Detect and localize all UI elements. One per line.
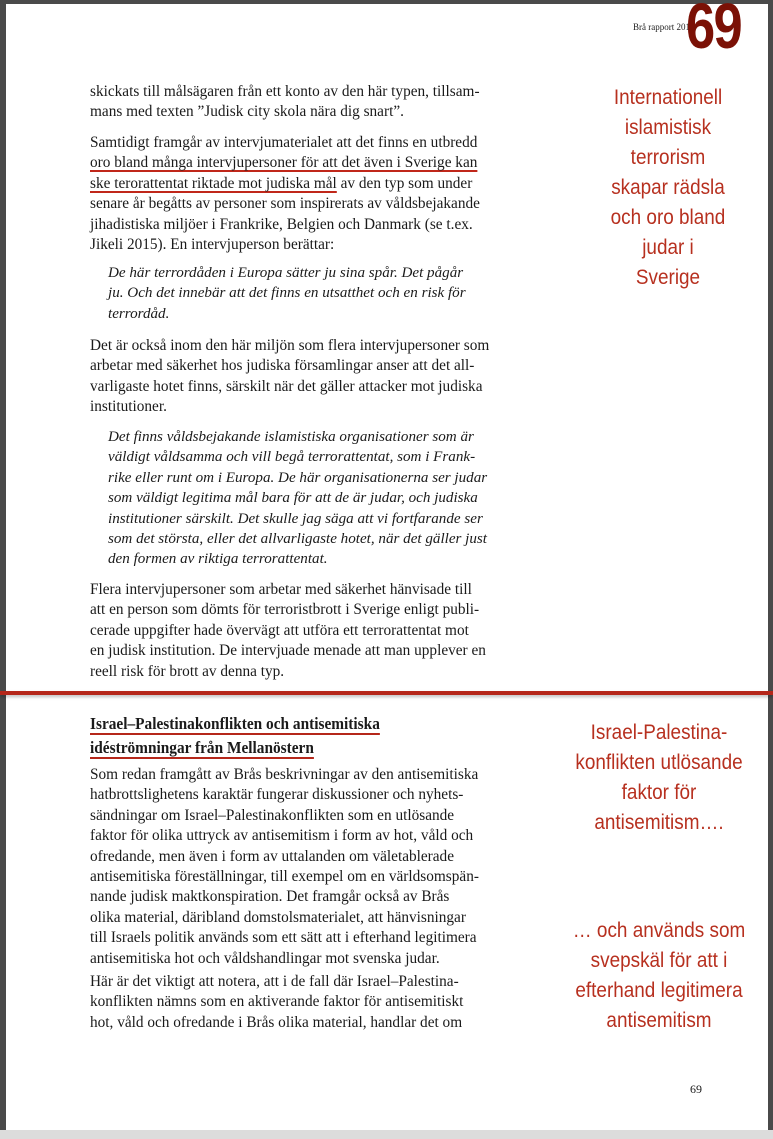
text-line: konflikten nämns som en aktiverande faktor för antisemitiskt	[90, 993, 464, 1011]
note-line: judar i	[642, 235, 694, 259]
paragraph-5	[90, 765, 550, 969]
text-line: Här är det viktigt att notera, att i de fall där Israel–Palestina-	[90, 973, 459, 990]
overlay-page-number: 69	[686, 0, 742, 62]
text-line: Samtidigt framgår av intervjumaterialet att det finns en utbredd	[90, 134, 478, 151]
note-line: efterhand legitimera	[575, 978, 743, 1002]
note-line: Sverige	[635, 265, 701, 289]
text-line	[90, 153, 550, 173]
quote-line: ju. Och det innebär att det finns en utsatthet och en risk för	[108, 285, 466, 302]
paragraph-4	[90, 580, 550, 682]
quote-line: rike eller runt om i Europa. De här organisationerna ser judar	[108, 469, 488, 486]
note-line: Israel-Palestina-	[590, 720, 728, 744]
quote-line: som det största, eller det allvarligaste hotet, när det gäller just	[108, 531, 487, 548]
note-line: Internationell	[613, 85, 723, 109]
heading-text: idéströmningar från Mellanöstern	[90, 738, 314, 757]
text-line: Som redan framgått av Brås beskrivningar av den antisemitiska	[90, 766, 479, 783]
text-line: skickats till målsägaren från ett konto av den här typen, tillsam-	[90, 83, 480, 100]
heading-line	[90, 712, 527, 736]
text-line: Jikeli 2015). En intervjuperson berättar:	[90, 236, 335, 254]
note-line: … och används som	[572, 918, 746, 942]
note-line: svepskäl för att i	[590, 948, 728, 972]
text-line: Det är också inom den här miljön som flera intervjupersoner som	[90, 337, 490, 354]
section-heading	[90, 712, 527, 760]
text-fragment: av den typ som under	[336, 174, 473, 192]
text-line: reell risk för brott av denna typ.	[90, 662, 285, 680]
annotation-note-2	[561, 717, 756, 837]
quote-line: som väldigt legitima mål bara för att de är judar, och judiska	[108, 490, 478, 507]
text-line: senare år begåtts av personer som inspirerats av våldsbejakande	[90, 195, 480, 213]
paragraph-2	[90, 133, 550, 255]
text-line: en judisk institution. De intervjuade menade att man upplever en	[90, 642, 486, 660]
running-head: Brå rapport 201	[633, 22, 690, 32]
quote-line: väldigt våldsamma och vill begå terrorattentat, som i Frank-	[108, 449, 476, 466]
text-line: hatbrottslighetens karaktär fungerar diskussioner och nyhets-	[90, 786, 464, 804]
note-line: faktor för	[621, 780, 697, 804]
note-line: och oro bland	[610, 205, 726, 229]
text-line: varligaste hotet finns, särskilt när det gäller attacker mot judiska	[90, 377, 483, 395]
text-line: sändningar om Israel–Palestinakonflikten som en utlösande	[90, 806, 455, 824]
highlighted-text: oro bland många intervjupersoner för att det även i Sverige kan	[90, 154, 478, 172]
page-number: 69	[690, 1082, 702, 1096]
section-divider	[0, 691, 773, 695]
text-line: arbetar med säkerhet hos judiska församlingar anser att det all-	[90, 357, 475, 375]
heading-line	[90, 736, 527, 760]
text-line: mans med texten ”Judisk city skola nära dig snart”.	[90, 103, 404, 121]
frame-shadow	[0, 1130, 773, 1139]
note-line: skapar rädsla	[611, 175, 725, 199]
note-line: terrorism	[630, 145, 706, 169]
text-line: antisemitiska föreställningar, till exempel om en världsomspän-	[90, 868, 479, 886]
text-line: cerade uppgifter hade övervägt att utföra ett terrorattentat mot	[90, 621, 469, 639]
quote-line: De här terrordåden i Europa sätter ju sina spår. Det pågår	[108, 265, 464, 281]
highlighted-text: ske terorattentat riktade mot judiska mål	[90, 174, 337, 192]
text-line: till Israels politik används som ett sätt att i efterhand legitimera	[90, 929, 477, 947]
text-line: ofredande, men även i form av uttalanden om väletablerade	[90, 847, 454, 865]
quote-line: Det finns våldsbejakande islamistiska organisationer som är	[108, 429, 474, 445]
note-line: islamistisk	[624, 115, 712, 139]
text-line: institutioner.	[90, 398, 167, 416]
annotation-note-1	[580, 82, 756, 292]
note-line: antisemitism….	[594, 810, 724, 834]
paragraph-3	[90, 336, 550, 418]
text-line: hot, våld och ofredande i Brås olika material, handlar det om	[90, 1013, 463, 1031]
text-line: att en person som dömts för terroristbrott i Sverige enligt publi-	[90, 601, 480, 619]
text-line: jihadistiska miljöer i Frankrike, Belgien och Danmark (se t.ex.	[90, 215, 473, 233]
paragraph-6	[90, 972, 550, 1033]
quote-line: terrordåd.	[108, 305, 170, 322]
text-line: olika material, däribland domstolsmaterialet, att hänvisningar	[90, 908, 466, 926]
quote-line: institutioner särskilt. Det skulle jag säga att vi fortfarande ser	[108, 510, 483, 527]
block-quote-2	[108, 427, 554, 570]
paragraph-1	[90, 82, 550, 123]
text-line: nande judisk maktkonspiration. Det framgår också av Brås	[90, 888, 450, 906]
quote-line: den formen av riktiga terrorattentat.	[108, 551, 328, 568]
text-line: antisemitiska hot och våldshandlingar mot svenska judar.	[90, 949, 440, 967]
note-line: konflikten utlösande	[575, 750, 743, 774]
text-line	[90, 174, 550, 194]
annotation-note-3	[561, 915, 756, 1035]
text-line: Flera intervjupersoner som arbetar med säkerhet hänvisade till	[90, 581, 472, 598]
text-line: faktor för olika uttryck av antisemitism i form av hot, våld och	[90, 827, 474, 845]
block-quote-1	[108, 263, 554, 324]
note-line: antisemitism	[606, 1008, 712, 1032]
heading-text: Israel–Palestinakonflikten och antisemitiska	[90, 714, 380, 733]
